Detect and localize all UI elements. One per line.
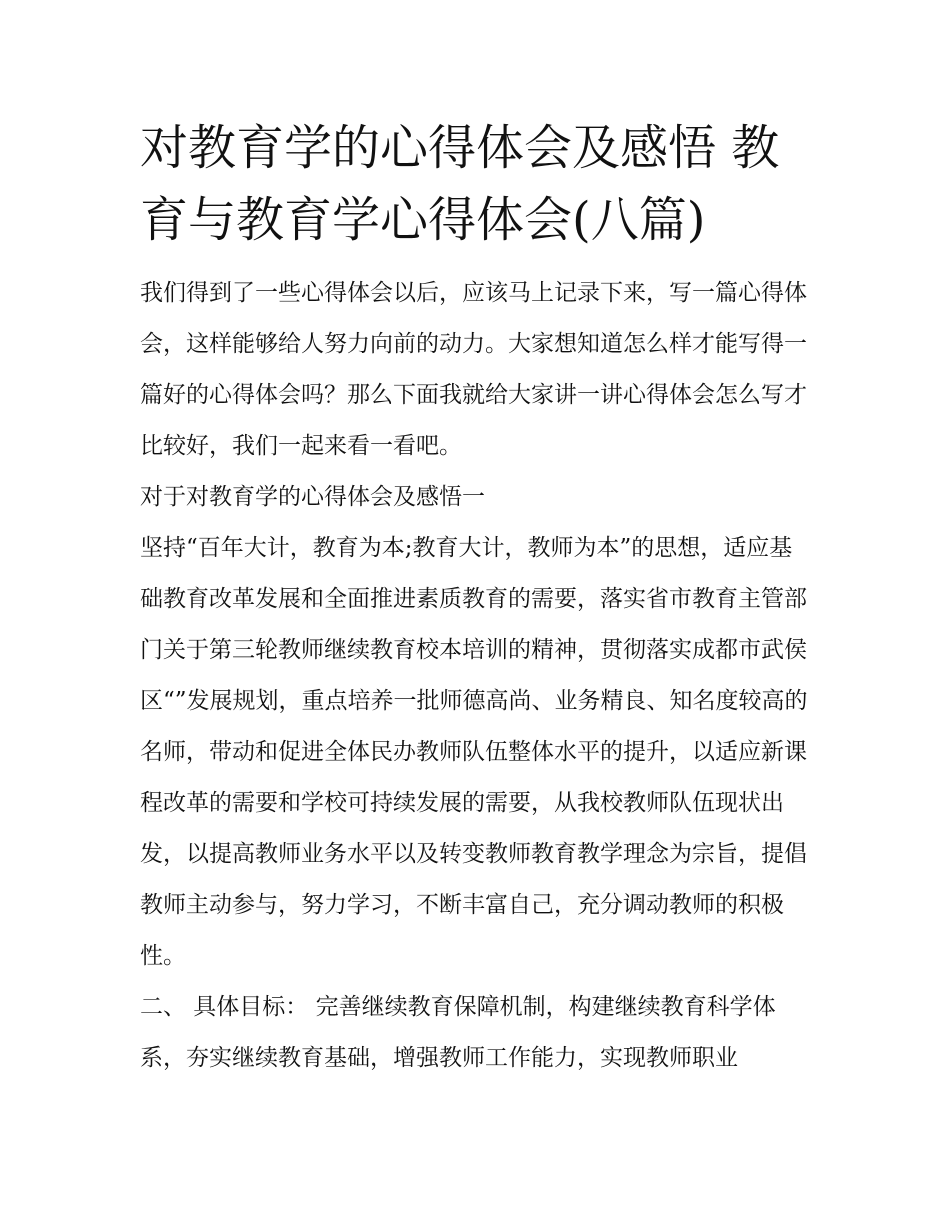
- section-heading: 对于对教育学的心得体会及感悟一: [140, 484, 485, 510]
- document-title: 对教育学的心得体会及感悟 教育与教育学心得体会(八篇): [140, 120, 780, 248]
- intro-paragraph: 我们得到了一些心得体会以后，应该马上记录下来，写一篇心得体会，这样能够给人努力向前的动力。大家想知道怎么样才能写得一篇好的心得体会吗？那么下面我就给大家讲一讲心得体会怎么写才比较好，我们一起来看一看吧。: [140, 280, 807, 459]
- goals-paragraph: 二、 具体目标： 完善继续教育保障机制，构建继续教育科学体系，夯实继续教育基础，增强教师工作能力，实现教师职业: [140, 994, 776, 1071]
- body-paragraph: 坚持“百年大计，教育为本;教育大计，教师为本”的思想，适应基础教育改革发展和全面推进素质教育的需要，落实省市教育主管部门关于第三轮教师继续教育校本培训的精神，贯彻落实成都市武侯区“”发展规划，重点培养一批师德高尚、业务精良、知名度较高的名师，带动和促进全体民办教师队伍整体水平的提升，以适应新课程改革的需要和学校可持续发展的需要，从我校教师队伍现状出发，以提高教师业务水平以及转变教师教育教学理念为宗旨，提倡教师主动参与，努力学习，不断丰富自己，充分调动教师的积极性。: [140, 535, 808, 969]
- document-page: [140, 112, 812, 1084]
